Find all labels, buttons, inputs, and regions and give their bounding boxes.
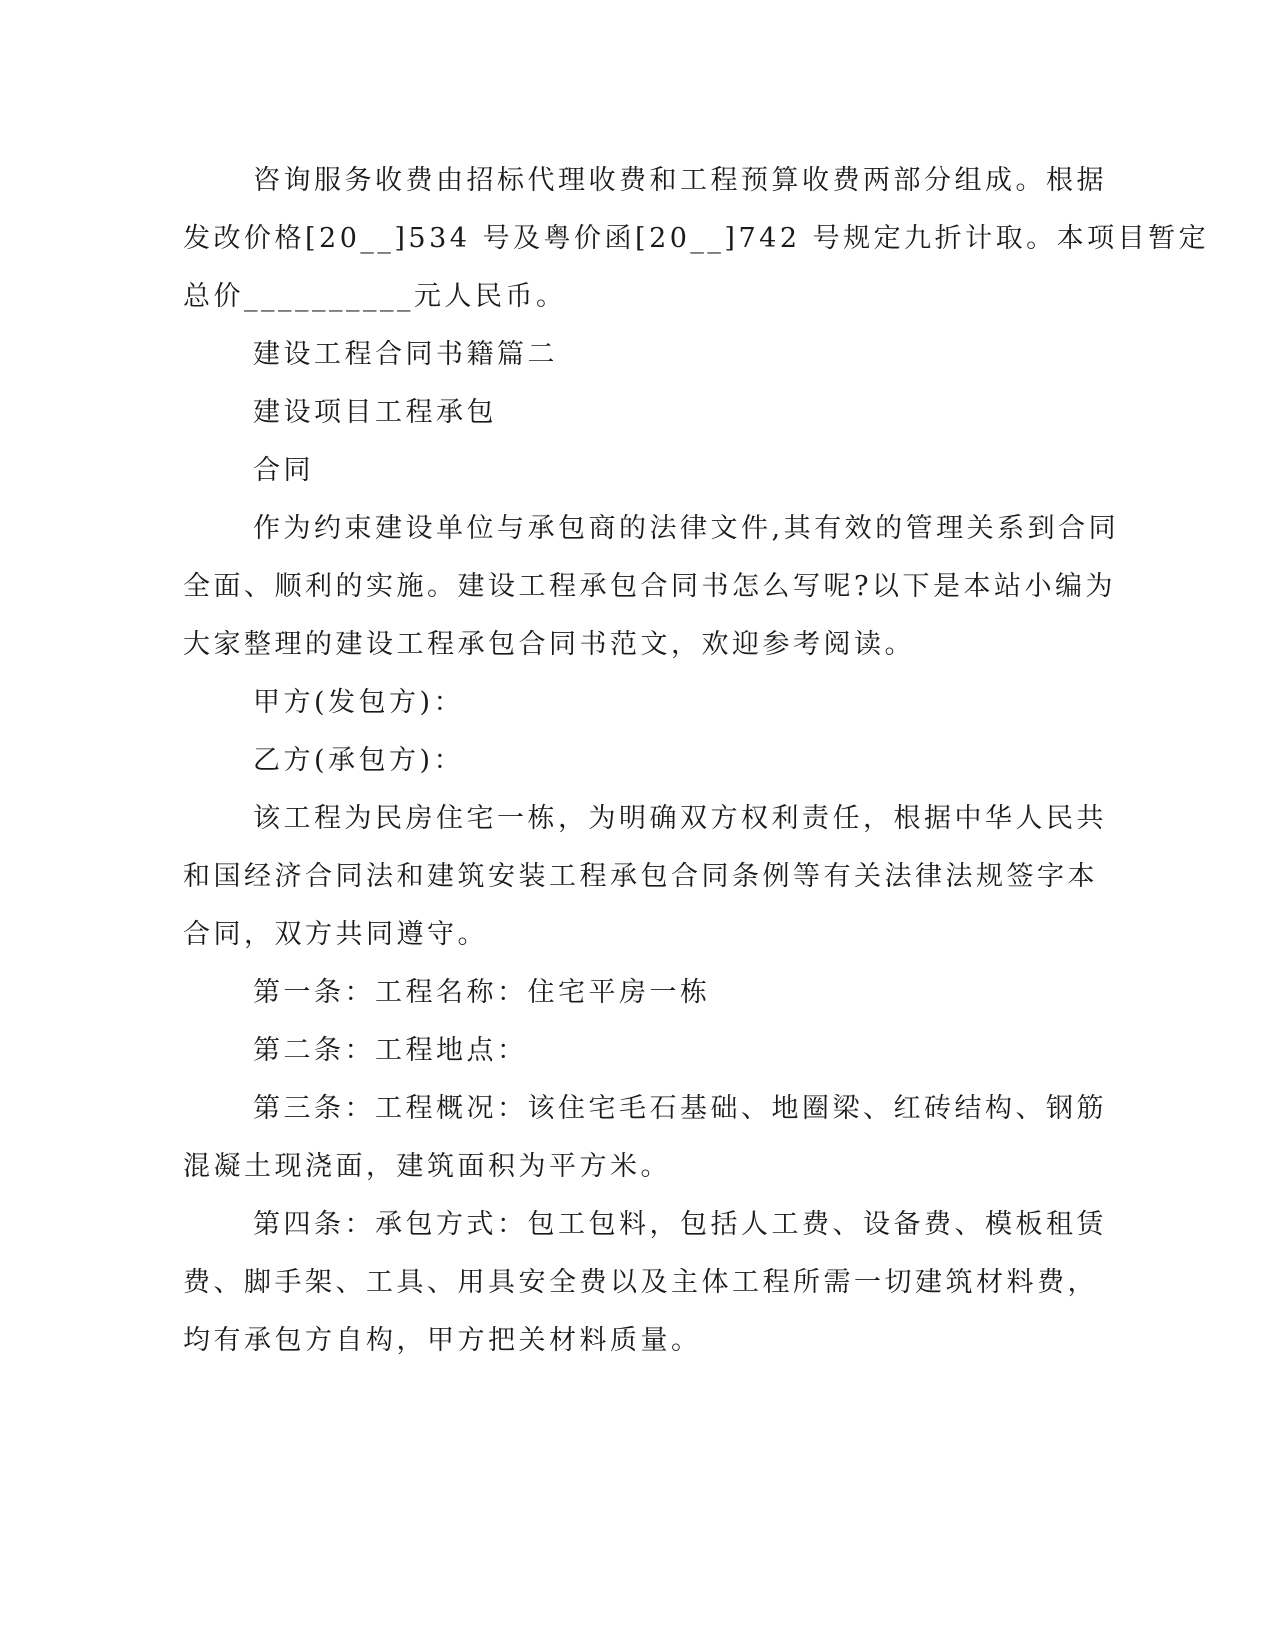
article-line: 第四条：承包方式：包工包料，包括人工费、设备费、模板租赁 (253, 1209, 1107, 1240)
title-line: 建设项目工程承包 (253, 397, 497, 428)
paragraph-line: 合同，双方共同遵守。 (183, 919, 488, 950)
article-line: 第一条：工程名称：住宅平房一栋 (253, 977, 711, 1008)
paragraph-line: 均有承包方自构，甲方把关材料质量。 (183, 1325, 702, 1356)
paragraph-line: 咨询服务收费由招标代理收费和工程预算收费两部分组成。根据 (253, 165, 1107, 196)
party-b-line: 乙方(承包方)： (253, 745, 465, 776)
section-heading: 建设工程合同书籍篇二 (253, 339, 558, 370)
paragraph-line: 作为约束建设单位与承包商的法律文件,其有效的管理关系到合同 (253, 513, 1120, 544)
paragraph-line: 发改价格[20__]534 号及粤价函[20__]742 号规定九折计取。本项目暂定 (183, 223, 1210, 254)
paragraph-line: 费、脚手架、工具、用具安全费以及主体工程所需一切建筑材料费， (183, 1267, 1098, 1298)
paragraph-line: 全面、顺利的实施。建设工程承包合同书怎么写呢?以下是本站小编为 (183, 571, 1116, 602)
paragraph-line: 该工程为民房住宅一栋，为明确双方权利责任，根据中华人民共 (253, 803, 1107, 834)
title-line: 合同 (253, 455, 314, 486)
paragraph-line: 和国经济合同法和建筑安装工程承包合同条例等有关法律法规签字本 (183, 861, 1098, 892)
article-line: 第三条：工程概况：该住宅毛石基础、地圈梁、红砖结构、钢筋 (253, 1093, 1107, 1124)
party-a-line: 甲方(发包方)： (253, 687, 465, 718)
paragraph-line: 总价__________元人民币。 (183, 281, 567, 312)
paragraph-line: 混凝土现浇面，建筑面积为平方米。 (183, 1151, 671, 1182)
article-line: 第二条：工程地点： (253, 1035, 528, 1066)
paragraph-line: 大家整理的建设工程承包合同书范文，欢迎参考阅读。 (183, 629, 915, 660)
document-page (183, 152, 1210, 1370)
